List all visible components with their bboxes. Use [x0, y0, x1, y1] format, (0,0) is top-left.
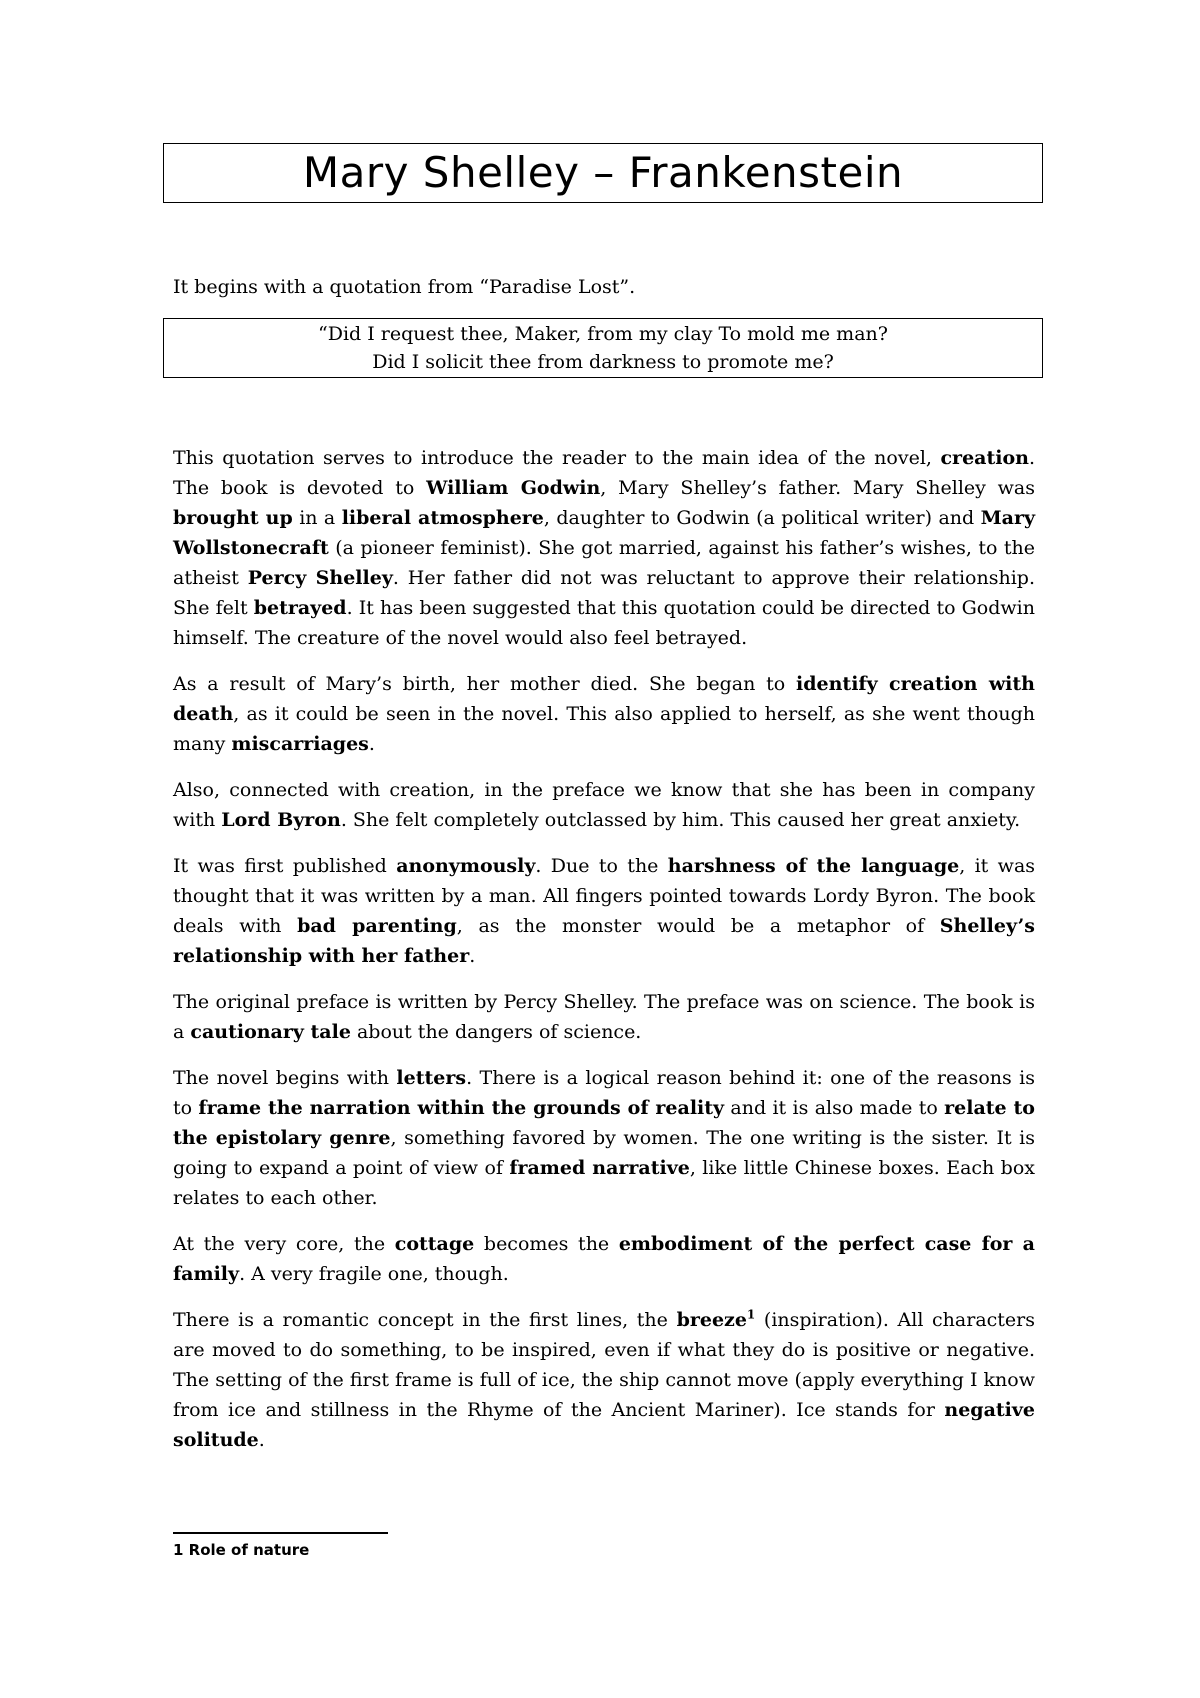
bold-term: cautionary tale: [190, 1021, 351, 1043]
text-run: . It has been suggested that this quotation could be directed to Godwin himself. The creature of the novel would also feel betrayed.: [173, 597, 1035, 649]
text-run: . The book is devoted to: [173, 447, 1035, 499]
body-paragraph-6: [173, 1063, 1035, 1213]
body-paragraph-2: [173, 669, 1035, 759]
text-run: about the dangers of science.: [350, 1021, 642, 1043]
body-text: [173, 443, 1035, 1471]
text-run: . She felt completely outclassed by him. This caused her great anxiety.: [340, 809, 1021, 831]
text-run: (a pioneer feminist). She got married, against his father’s wishes, to the atheist: [173, 537, 1035, 589]
text-run: There is a romantic concept in the first lines, the: [173, 1309, 677, 1331]
body-paragraph-3: [173, 775, 1035, 835]
bold-term: negative solitude: [173, 1399, 1035, 1451]
text-run: The original preface is written by Percy Shelley. The preface was on science. The book is a: [173, 991, 1035, 1043]
intro-line: It begins with a quotation from “Paradise Lost”.: [173, 276, 636, 298]
bold-term: harshness of the language: [667, 855, 960, 877]
document-title: Mary Shelley – Frankenstein: [302, 148, 904, 197]
body-paragraph-5: [173, 987, 1035, 1047]
text-run: This quotation serves to introduce the reader to the main idea of the novel,: [173, 447, 941, 469]
text-run: . Her father did not was reluctant to approve their relationship. She felt: [173, 567, 1035, 619]
text-run: , as it could be seen in the novel. This also applied to herself, as she went though many: [173, 703, 1035, 755]
text-run: The novel begins with: [173, 1067, 397, 1089]
text-run: , Mary Shelley’s father. Mary Shelley was: [600, 477, 1035, 499]
quotation-box: [163, 318, 1043, 378]
bold-term: miscarriages: [231, 733, 369, 755]
text-run: . There is a logical reason behind it: one of the reasons is to: [173, 1067, 1036, 1119]
bold-term: creation: [940, 447, 1029, 469]
text-run: As a result of Mary’s birth, her mother died. She began to: [173, 673, 797, 695]
text-run: .: [258, 1429, 265, 1451]
bold-term: embodiment of the perfect case for a family: [173, 1233, 1035, 1285]
bold-term: bad parenting: [297, 915, 457, 937]
text-run: .: [469, 945, 476, 967]
bold-term: Lord Byron: [221, 809, 341, 831]
bold-term: liberal atmosphere: [341, 507, 544, 529]
body-paragraph-7: [173, 1229, 1035, 1289]
text-run: and it is also made to: [724, 1097, 945, 1119]
bold-term: brought up: [173, 507, 293, 529]
bold-term: identify creation with death: [173, 673, 1035, 725]
text-run: becomes the: [474, 1233, 619, 1255]
text-run: , as the monster would be a metaphor of: [456, 915, 940, 937]
text-run: Also, connected with creation, in the preface we know that she has been in company with: [173, 779, 1035, 831]
bold-term: framed narrative: [509, 1157, 690, 1179]
body-paragraph-8: [173, 1305, 1035, 1455]
text-run: It was first published: [173, 855, 397, 877]
title-box: [163, 143, 1043, 203]
text-run: , daughter to Godwin (a political writer) and: [543, 507, 981, 529]
text-run: (inspiration). All characters are moved to do something, to be inspired, even if what they do is positive or negative. The setting of the first frame is full of ice, the ship cannot move (apply everything I know from ice and stillness in the Rhyme of the Ancient Mariner). Ice stands for: [173, 1309, 1035, 1421]
bold-term: relate to the epistolary genre: [173, 1097, 1035, 1149]
footnote-separator: [173, 1532, 388, 1534]
bold-term: frame the narration within the grounds of reality: [198, 1097, 725, 1119]
text-run: , something favored by women. The one writing is the sister. It is going to expand a point of view of: [173, 1127, 1035, 1179]
bold-term: cottage: [394, 1233, 475, 1255]
text-run: in a: [292, 507, 342, 529]
text-run: . Due to the: [535, 855, 668, 877]
footnote-marker: 1: [746, 1307, 756, 1322]
text-run: .: [368, 733, 375, 755]
text-run: , like little Chinese boxes. Each box relates to each other.: [173, 1157, 1035, 1209]
bold-term: anonymously: [396, 855, 536, 877]
bold-term: Percy Shelley: [247, 567, 393, 589]
quotation-line-2: Did I solicit thee from darkness to promote me?: [372, 351, 834, 373]
quotation-line-1: “Did I request thee, Maker, from my clay To mold me man?: [318, 323, 888, 345]
body-paragraph-1: [173, 443, 1035, 653]
bold-term: William Godwin: [426, 477, 601, 499]
footnote: 1 Role of nature: [173, 1541, 310, 1559]
bold-term: Mary Wollstonecraft: [173, 507, 1036, 559]
body-paragraph-4: [173, 851, 1035, 971]
text-run: . A very fragile one, though.: [239, 1263, 509, 1285]
bold-term: breeze: [676, 1309, 747, 1331]
text-run: At the very core, the: [173, 1233, 395, 1255]
bold-term: Shelley’s relationship with her father: [173, 915, 1035, 967]
bold-term: letters: [396, 1067, 467, 1089]
bold-term: betrayed: [253, 597, 347, 619]
text-run: , it was thought that it was written by a man. All fingers pointed towards Lordy Byron. The book deals with: [173, 855, 1036, 937]
